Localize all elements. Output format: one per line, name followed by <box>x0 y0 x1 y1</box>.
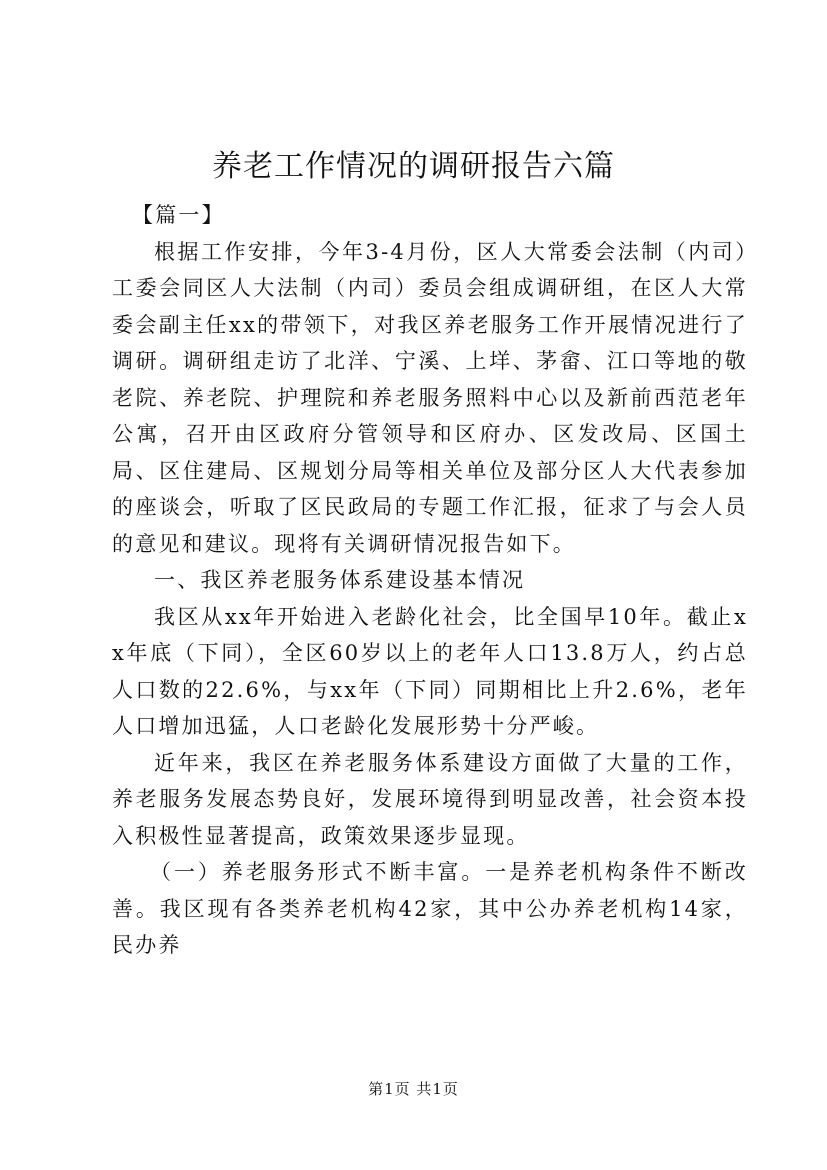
section-heading: 一、我区养老服务体系建设基本情况 <box>154 568 526 592</box>
document-body <box>112 197 748 964</box>
paragraph-aging: 我区从xx年开始进入老龄化社会，比全国早10年。截止xx年底（下同），全区60岁以上的老年人口13.8万人，约占总人口数的22.6%，与xx年（下同）同期相比上升2.6%，老年人口增加迅猛，人口老龄化发展形势十分严峻。 <box>112 604 748 738</box>
paragraph-intro: 根据工作安排，今年3-4月份，区人大常委会法制（内司）工委会同区人大法制（内司）委员会组成调研组，在区人大常委会副主任xx的带领下，对我区养老服务工作开展情况进行了调研。调研组走访了北洋、宁溪、上垟、茅畲、江口等地的敬老院、养老院、护理院和养老服务照料中心以及新前西范老年公寓，召开由区政府分管领导和区府办、区发改局、区国土局、区住建局、区规划分局等相关单位及部分区人大代表参加的座谈会，听取了区民政局的专题工作汇报，征求了与会人员的意见和建议。现将有关调研情况报告如下。 <box>112 239 748 556</box>
paragraph-progress: 近年来，我区在养老服务体系建设方面做了大量的工作，养老服务发展态势良好，发展环境得到明显改善，社会资本投入积极性显著提高，政策效果逐步显现。 <box>112 750 748 848</box>
section-label: 【篇一】 <box>132 203 225 227</box>
paragraph-subsection-1: （一）养老服务形式不断丰富。一是养老机构条件不断改善。我区现有各类养老机构42家，其中公办养老机构14家，民办养 <box>112 860 748 957</box>
page-footer: 第1页 共1页 <box>368 1080 459 1098</box>
document-title: 养老工作情况的调研报告六篇 <box>212 149 615 184</box>
